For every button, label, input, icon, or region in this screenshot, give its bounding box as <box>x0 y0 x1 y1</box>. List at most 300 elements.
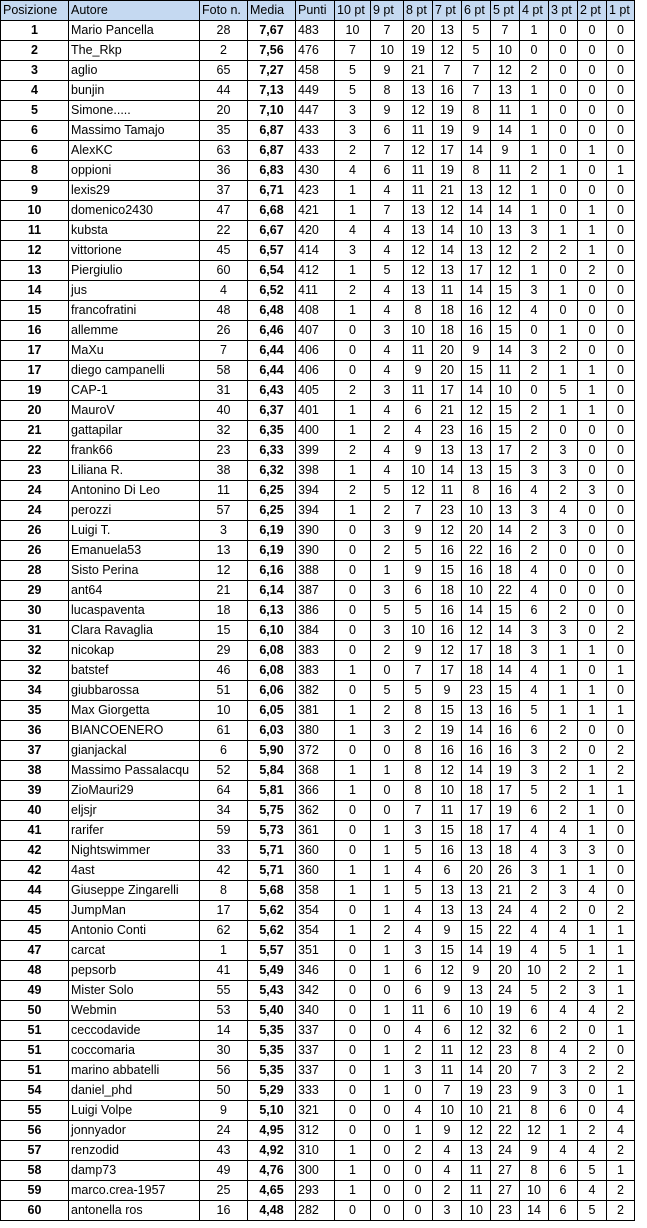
count-10pt-cell: 0 <box>335 801 371 821</box>
count-4pt-cell: 1 <box>520 181 549 201</box>
count-3pt-cell: 3 <box>549 441 578 461</box>
count-1pt-cell: 0 <box>607 721 635 741</box>
count-6pt-cell: 10 <box>462 501 491 521</box>
count-10pt-cell: 1 <box>335 261 371 281</box>
photo-number-cell: 61 <box>200 721 248 741</box>
count-7pt-cell: 23 <box>433 421 462 441</box>
count-6pt-cell: 16 <box>462 421 491 441</box>
count-2pt-cell: 0 <box>578 541 607 561</box>
count-8pt-cell: 11 <box>404 161 433 181</box>
average-cell: 5,62 <box>248 901 296 921</box>
count-5pt-cell: 15 <box>491 321 520 341</box>
count-9pt-cell: 0 <box>371 1181 404 1201</box>
author-cell: allemme <box>69 321 200 341</box>
count-2pt-cell: 2 <box>578 1061 607 1081</box>
count-9pt-cell: 2 <box>371 641 404 661</box>
count-8pt-cell: 21 <box>404 61 433 81</box>
count-7pt-cell: 6 <box>433 1001 462 1021</box>
count-2pt-cell: 5 <box>578 1161 607 1181</box>
count-9pt-cell: 1 <box>371 881 404 901</box>
count-2pt-cell: 0 <box>578 81 607 101</box>
count-2pt-cell: 2 <box>578 261 607 281</box>
count-4pt-cell: 4 <box>520 901 549 921</box>
photo-number-cell: 51 <box>200 681 248 701</box>
points-cell: 360 <box>296 841 335 861</box>
count-1pt-cell: 1 <box>607 1021 635 1041</box>
count-1pt-cell: 0 <box>607 121 635 141</box>
count-4pt-cell: 3 <box>520 761 549 781</box>
count-5pt-cell: 23 <box>491 1081 520 1101</box>
count-2pt-cell: 5 <box>578 1201 607 1221</box>
header-4pt: 4 pt <box>520 1 549 21</box>
points-cell: 458 <box>296 61 335 81</box>
count-6pt-cell: 13 <box>462 881 491 901</box>
photo-number-cell: 29 <box>200 641 248 661</box>
count-7pt-cell: 7 <box>433 1081 462 1101</box>
count-7pt-cell: 20 <box>433 361 462 381</box>
count-9pt-cell: 0 <box>371 741 404 761</box>
count-10pt-cell: 0 <box>335 841 371 861</box>
table-row <box>1 861 635 881</box>
count-8pt-cell: 4 <box>404 421 433 441</box>
count-6pt-cell: 14 <box>462 1061 491 1081</box>
header-9pt: 9 pt <box>371 1 404 21</box>
count-3pt-cell: 0 <box>549 141 578 161</box>
position-cell: 45 <box>1 921 69 941</box>
count-1pt-cell: 0 <box>607 301 635 321</box>
count-6pt-cell: 8 <box>462 161 491 181</box>
position-cell: 12 <box>1 241 69 261</box>
table-row <box>1 1081 635 1101</box>
count-2pt-cell: 0 <box>578 1081 607 1101</box>
points-cell: 386 <box>296 601 335 621</box>
position-cell: 3 <box>1 61 69 81</box>
author-cell: MaXu <box>69 341 200 361</box>
author-cell: carcat <box>69 941 200 961</box>
average-cell: 4,76 <box>248 1161 296 1181</box>
count-3pt-cell: 2 <box>549 781 578 801</box>
author-cell: The_Rkp <box>69 41 200 61</box>
points-cell: 433 <box>296 121 335 141</box>
count-8pt-cell: 7 <box>404 501 433 521</box>
average-cell: 5,35 <box>248 1021 296 1041</box>
position-cell: 29 <box>1 581 69 601</box>
count-5pt-cell: 18 <box>491 841 520 861</box>
count-5pt-cell: 19 <box>491 761 520 781</box>
count-5pt-cell: 16 <box>491 741 520 761</box>
count-4pt-cell: 4 <box>520 581 549 601</box>
position-cell: 2 <box>1 41 69 61</box>
count-5pt-cell: 14 <box>491 341 520 361</box>
count-2pt-cell: 2 <box>578 961 607 981</box>
table-row <box>1 721 635 741</box>
points-cell: 342 <box>296 981 335 1001</box>
count-4pt-cell: 10 <box>520 1181 549 1201</box>
count-5pt-cell: 21 <box>491 1101 520 1121</box>
count-7pt-cell: 13 <box>433 261 462 281</box>
count-2pt-cell: 0 <box>578 741 607 761</box>
average-cell: 5,73 <box>248 821 296 841</box>
count-9pt-cell: 4 <box>371 301 404 321</box>
author-cell: jonnyador <box>69 1121 200 1141</box>
count-5pt-cell: 11 <box>491 161 520 181</box>
header-punti: Punti <box>296 1 335 21</box>
table-row <box>1 1041 635 1061</box>
count-7pt-cell: 12 <box>433 521 462 541</box>
count-5pt-cell: 13 <box>491 81 520 101</box>
position-cell: 51 <box>1 1021 69 1041</box>
average-cell: 6,16 <box>248 561 296 581</box>
count-8pt-cell: 6 <box>404 981 433 1001</box>
position-cell: 13 <box>1 261 69 281</box>
photo-number-cell: 45 <box>200 241 248 261</box>
count-4pt-cell: 4 <box>520 661 549 681</box>
count-3pt-cell: 1 <box>549 161 578 181</box>
count-10pt-cell: 0 <box>335 1081 371 1101</box>
count-4pt-cell: 1 <box>520 21 549 41</box>
count-3pt-cell: 1 <box>549 1121 578 1141</box>
count-7pt-cell: 11 <box>433 281 462 301</box>
count-3pt-cell: 0 <box>549 181 578 201</box>
count-8pt-cell: 5 <box>404 841 433 861</box>
count-5pt-cell: 18 <box>491 561 520 581</box>
count-2pt-cell: 0 <box>578 441 607 461</box>
count-9pt-cell: 0 <box>371 1141 404 1161</box>
count-6pt-cell: 15 <box>462 361 491 381</box>
count-9pt-cell: 0 <box>371 1101 404 1121</box>
points-cell: 300 <box>296 1161 335 1181</box>
count-1pt-cell: 0 <box>607 101 635 121</box>
count-10pt-cell: 3 <box>335 241 371 261</box>
header-10pt: 10 pt <box>335 1 371 21</box>
count-3pt-cell: 1 <box>549 641 578 661</box>
count-5pt-cell: 26 <box>491 861 520 881</box>
count-4pt-cell: 6 <box>520 801 549 821</box>
count-8pt-cell: 12 <box>404 481 433 501</box>
count-2pt-cell: 1 <box>578 221 607 241</box>
count-6pt-cell: 14 <box>462 601 491 621</box>
count-1pt-cell: 0 <box>607 581 635 601</box>
table-row <box>1 261 635 281</box>
count-6pt-cell: 15 <box>462 921 491 941</box>
table-row <box>1 781 635 801</box>
count-4pt-cell: 0 <box>520 41 549 61</box>
count-7pt-cell: 21 <box>433 181 462 201</box>
count-8pt-cell: 4 <box>404 901 433 921</box>
table-row <box>1 321 635 341</box>
count-5pt-cell: 21 <box>491 881 520 901</box>
count-6pt-cell: 14 <box>462 281 491 301</box>
photo-number-cell: 47 <box>200 201 248 221</box>
table-row <box>1 561 635 581</box>
count-10pt-cell: 1 <box>335 1141 371 1161</box>
count-4pt-cell: 5 <box>520 701 549 721</box>
count-3pt-cell: 1 <box>549 321 578 341</box>
position-cell: 37 <box>1 741 69 761</box>
count-10pt-cell: 1 <box>335 921 371 941</box>
average-cell: 7,27 <box>248 61 296 81</box>
count-8pt-cell: 11 <box>404 381 433 401</box>
count-5pt-cell: 20 <box>491 961 520 981</box>
position-cell: 5 <box>1 101 69 121</box>
count-10pt-cell: 1 <box>335 781 371 801</box>
count-10pt-cell: 1 <box>335 701 371 721</box>
position-cell: 4 <box>1 81 69 101</box>
count-2pt-cell: 0 <box>578 561 607 581</box>
count-1pt-cell: 1 <box>607 921 635 941</box>
count-3pt-cell: 0 <box>549 561 578 581</box>
count-4pt-cell: 8 <box>520 1041 549 1061</box>
count-1pt-cell: 1 <box>607 1081 635 1101</box>
count-2pt-cell: 1 <box>578 361 607 381</box>
count-8pt-cell: 12 <box>404 101 433 121</box>
count-4pt-cell: 6 <box>520 1001 549 1021</box>
count-2pt-cell: 3 <box>578 981 607 1001</box>
count-1pt-cell: 1 <box>607 941 635 961</box>
count-10pt-cell: 0 <box>335 621 371 641</box>
count-6pt-cell: 14 <box>462 381 491 401</box>
count-10pt-cell: 1 <box>335 1181 371 1201</box>
count-2pt-cell: 0 <box>578 41 607 61</box>
count-1pt-cell: 0 <box>607 801 635 821</box>
count-7pt-cell: 2 <box>433 1181 462 1201</box>
count-4pt-cell: 1 <box>520 81 549 101</box>
photo-number-cell: 26 <box>200 321 248 341</box>
count-9pt-cell: 7 <box>371 141 404 161</box>
count-3pt-cell: 5 <box>549 381 578 401</box>
count-7pt-cell: 13 <box>433 21 462 41</box>
points-cell: 430 <box>296 161 335 181</box>
count-6pt-cell: 13 <box>462 841 491 861</box>
count-1pt-cell: 0 <box>607 461 635 481</box>
count-3pt-cell: 4 <box>549 1041 578 1061</box>
count-4pt-cell: 1 <box>520 101 549 121</box>
count-10pt-cell: 1 <box>335 201 371 221</box>
count-9pt-cell: 5 <box>371 601 404 621</box>
table-row <box>1 901 635 921</box>
photo-number-cell: 60 <box>200 261 248 281</box>
points-cell: 360 <box>296 861 335 881</box>
count-2pt-cell: 2 <box>578 1121 607 1141</box>
position-cell: 41 <box>1 821 69 841</box>
points-cell: 383 <box>296 661 335 681</box>
points-cell: 312 <box>296 1121 335 1141</box>
count-1pt-cell: 0 <box>607 421 635 441</box>
count-6pt-cell: 7 <box>462 61 491 81</box>
count-1pt-cell: 1 <box>607 701 635 721</box>
count-4pt-cell: 7 <box>520 1061 549 1081</box>
count-9pt-cell: 0 <box>371 1201 404 1221</box>
average-cell: 7,56 <box>248 41 296 61</box>
average-cell: 6,52 <box>248 281 296 301</box>
count-4pt-cell: 4 <box>520 821 549 841</box>
count-10pt-cell: 4 <box>335 221 371 241</box>
count-1pt-cell: 0 <box>607 21 635 41</box>
count-10pt-cell: 2 <box>335 481 371 501</box>
count-9pt-cell: 3 <box>371 581 404 601</box>
photo-number-cell: 53 <box>200 1001 248 1021</box>
photo-number-cell: 7 <box>200 341 248 361</box>
count-6pt-cell: 7 <box>462 81 491 101</box>
points-cell: 333 <box>296 1081 335 1101</box>
count-2pt-cell: 0 <box>578 301 607 321</box>
header-posizione: Posizione <box>1 1 69 21</box>
points-cell: 420 <box>296 221 335 241</box>
photo-number-cell: 58 <box>200 361 248 381</box>
count-4pt-cell: 5 <box>520 981 549 1001</box>
count-5pt-cell: 12 <box>491 181 520 201</box>
count-8pt-cell: 12 <box>404 241 433 261</box>
position-cell: 48 <box>1 961 69 981</box>
count-10pt-cell: 0 <box>335 1121 371 1141</box>
count-6pt-cell: 16 <box>462 561 491 581</box>
count-2pt-cell: 1 <box>578 861 607 881</box>
count-8pt-cell: 8 <box>404 781 433 801</box>
table-row <box>1 481 635 501</box>
count-7pt-cell: 13 <box>433 901 462 921</box>
count-3pt-cell: 4 <box>549 501 578 521</box>
count-4pt-cell: 6 <box>520 721 549 741</box>
count-2pt-cell: 0 <box>578 721 607 741</box>
count-9pt-cell: 0 <box>371 981 404 1001</box>
count-4pt-cell: 4 <box>520 481 549 501</box>
count-4pt-cell: 4 <box>520 921 549 941</box>
count-9pt-cell: 0 <box>371 801 404 821</box>
count-4pt-cell: 3 <box>520 501 549 521</box>
count-3pt-cell: 0 <box>549 421 578 441</box>
points-cell: 476 <box>296 41 335 61</box>
count-10pt-cell: 7 <box>335 41 371 61</box>
photo-number-cell: 33 <box>200 841 248 861</box>
points-cell: 390 <box>296 541 335 561</box>
count-8pt-cell: 9 <box>404 521 433 541</box>
points-cell: 354 <box>296 901 335 921</box>
points-cell: 401 <box>296 401 335 421</box>
count-3pt-cell: 3 <box>549 1081 578 1101</box>
count-9pt-cell: 3 <box>371 381 404 401</box>
count-8pt-cell: 11 <box>404 341 433 361</box>
photo-number-cell: 35 <box>200 121 248 141</box>
position-cell: 49 <box>1 981 69 1001</box>
author-cell: frank66 <box>69 441 200 461</box>
photo-number-cell: 56 <box>200 1061 248 1081</box>
position-cell: 44 <box>1 881 69 901</box>
average-cell: 6,13 <box>248 601 296 621</box>
position-cell: 11 <box>1 221 69 241</box>
table-row <box>1 461 635 481</box>
count-6pt-cell: 9 <box>462 961 491 981</box>
count-3pt-cell: 2 <box>549 601 578 621</box>
points-cell: 337 <box>296 1041 335 1061</box>
count-3pt-cell: 6 <box>549 1201 578 1221</box>
count-10pt-cell: 1 <box>335 661 371 681</box>
position-cell: 30 <box>1 601 69 621</box>
count-1pt-cell: 2 <box>607 1141 635 1161</box>
position-cell: 36 <box>1 721 69 741</box>
count-10pt-cell: 1 <box>335 301 371 321</box>
count-8pt-cell: 0 <box>404 1161 433 1181</box>
count-1pt-cell: 1 <box>607 661 635 681</box>
count-10pt-cell: 2 <box>335 281 371 301</box>
position-cell: 42 <box>1 861 69 881</box>
table-row <box>1 541 635 561</box>
count-2pt-cell: 0 <box>578 621 607 641</box>
count-5pt-cell: 13 <box>491 221 520 241</box>
count-3pt-cell: 2 <box>549 341 578 361</box>
count-3pt-cell: 2 <box>549 801 578 821</box>
author-cell: vittorione <box>69 241 200 261</box>
count-9pt-cell: 3 <box>371 521 404 541</box>
author-cell: daniel_phd <box>69 1081 200 1101</box>
count-1pt-cell: 0 <box>607 481 635 501</box>
count-1pt-cell: 0 <box>607 1041 635 1061</box>
count-8pt-cell: 0 <box>404 1201 433 1221</box>
points-cell: 411 <box>296 281 335 301</box>
author-cell: AlexKC <box>69 141 200 161</box>
count-10pt-cell: 0 <box>335 901 371 921</box>
count-8pt-cell: 5 <box>404 601 433 621</box>
author-cell: Luigi Volpe <box>69 1101 200 1121</box>
photo-number-cell: 32 <box>200 421 248 441</box>
count-1pt-cell: 2 <box>607 1181 635 1201</box>
count-8pt-cell: 0 <box>404 1181 433 1201</box>
count-10pt-cell: 0 <box>335 561 371 581</box>
count-1pt-cell: 1 <box>607 161 635 181</box>
position-cell: 40 <box>1 801 69 821</box>
table-row <box>1 921 635 941</box>
count-3pt-cell: 1 <box>549 861 578 881</box>
author-cell: 4ast <box>69 861 200 881</box>
count-1pt-cell: 4 <box>607 1101 635 1121</box>
count-9pt-cell: 9 <box>371 101 404 121</box>
position-cell: 16 <box>1 321 69 341</box>
position-cell: 34 <box>1 681 69 701</box>
photo-number-cell: 1 <box>200 941 248 961</box>
average-cell: 7,67 <box>248 21 296 41</box>
author-cell: Massimo Passalacqu <box>69 761 200 781</box>
average-cell: 6,44 <box>248 341 296 361</box>
count-5pt-cell: 15 <box>491 401 520 421</box>
count-7pt-cell: 15 <box>433 561 462 581</box>
count-2pt-cell: 0 <box>578 421 607 441</box>
count-2pt-cell: 0 <box>578 21 607 41</box>
position-cell: 22 <box>1 441 69 461</box>
table-row <box>1 1021 635 1041</box>
table-row <box>1 281 635 301</box>
count-4pt-cell: 9 <box>520 1081 549 1101</box>
header-8pt: 8 pt <box>404 1 433 21</box>
count-2pt-cell: 0 <box>578 121 607 141</box>
count-2pt-cell: 2 <box>578 1041 607 1061</box>
table-row <box>1 21 635 41</box>
table-row <box>1 1161 635 1181</box>
count-7pt-cell: 11 <box>433 1041 462 1061</box>
author-cell: perozzi <box>69 501 200 521</box>
photo-number-cell: 52 <box>200 761 248 781</box>
count-8pt-cell: 6 <box>404 581 433 601</box>
count-1pt-cell: 0 <box>607 561 635 581</box>
count-5pt-cell: 20 <box>491 1061 520 1081</box>
count-4pt-cell: 0 <box>520 321 549 341</box>
count-7pt-cell: 15 <box>433 941 462 961</box>
count-1pt-cell: 0 <box>607 201 635 221</box>
average-cell: 6,37 <box>248 401 296 421</box>
count-3pt-cell: 3 <box>549 461 578 481</box>
count-6pt-cell: 18 <box>462 661 491 681</box>
photo-number-cell: 3 <box>200 521 248 541</box>
position-cell: 54 <box>1 1081 69 1101</box>
count-8pt-cell: 13 <box>404 281 433 301</box>
